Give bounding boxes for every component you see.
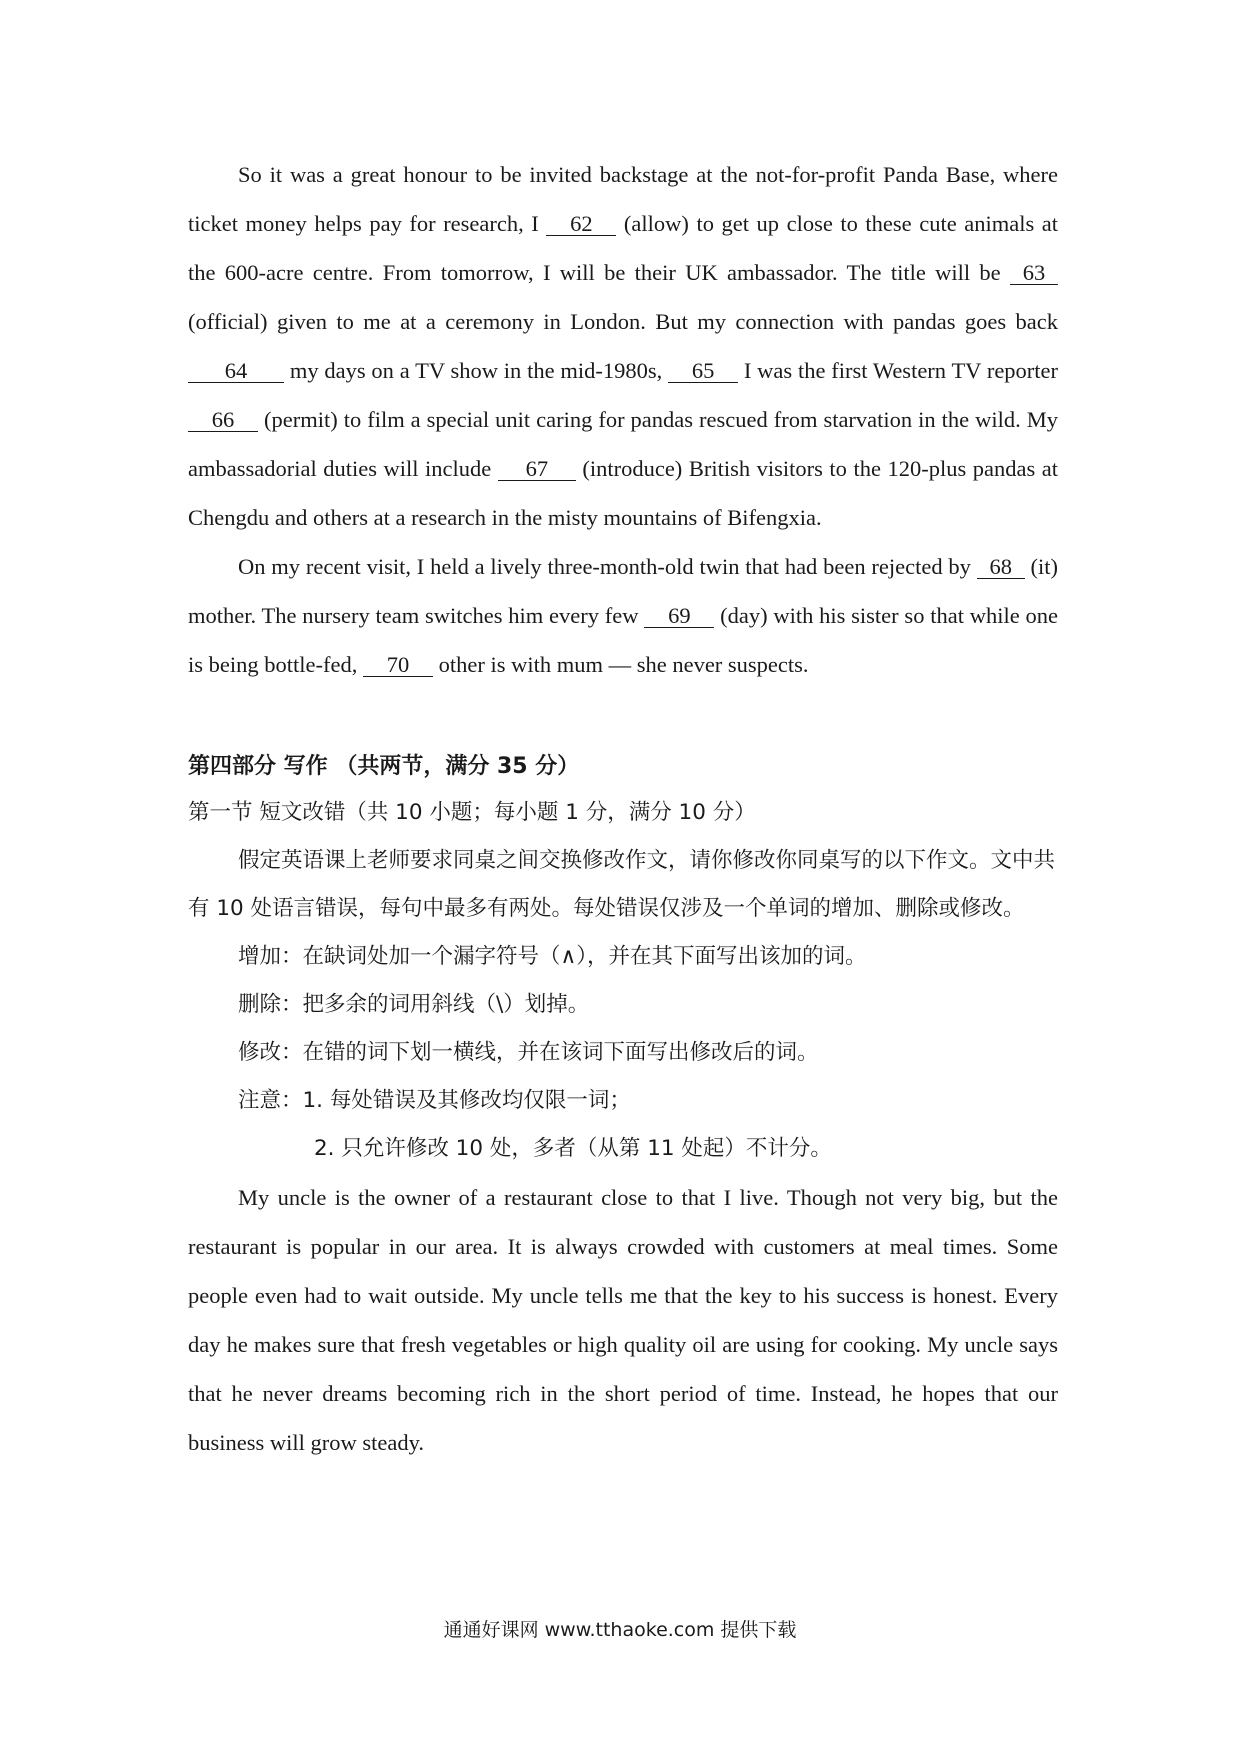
note-2: 2. 只允许修改 10 处，多者（从第 11 处起）不计分。 <box>314 1136 832 1161</box>
text-segment: On my recent visit, I held a lively three-month-old twin that had been rejected by <box>238 554 971 579</box>
passage-paragraph-1 <box>188 150 1058 542</box>
text-segment: (allow) to get up close to these cute animals at the 600-acre centre. From tomorrow, I will be their UK ambassador. The title will be <box>188 211 1059 285</box>
text-segment: other is with mum — she never suspects. <box>438 652 809 677</box>
rule-add: 增加：在缺词处加一个漏字符号（∧），并在其下面写出该加的词。 <box>238 944 867 969</box>
essay-text: My uncle is the owner of a restaurant close to that I live. Though not very big, but the restaurant is popular in our area. It is always crowded with customers at meal times. Some people even had to wait outside. My uncle tells me that the key to his success is honest. Every day he makes sure that fresh vegetables or high quality oil are using for cooking. My uncle says that he never dreams becoming rich in the short period of time. Instead, he hopes that our business will grow steady. <box>188 1185 1058 1455</box>
document-page <box>188 150 1058 1467</box>
essay-paragraph <box>188 1173 1058 1467</box>
text-segment: So it was a great honour to be invited backstage at the not-for-profit Panda Base, where ticket money helps pay for research, I <box>188 162 1058 236</box>
text-segment: (day) with his sister so that while one is being bottle-fed, <box>188 603 1058 677</box>
blank-69: 69 <box>644 605 714 628</box>
text-segment: (official) given to me at a ceremony in London. But my connection with pandas goes back <box>188 309 1058 334</box>
rule-modify: 修改：在错的词下划一横线，并在该词下面写出修改后的词。 <box>238 1040 819 1065</box>
blank-62: 62 <box>546 213 616 236</box>
instruction-text: 假定英语课上老师要求同桌之间交换修改作文，请你修改你同桌写的以下作文。文中共有 10 处语言错误，每句中最多有两处。每处错误仅涉及一个单词的增加、删除或修改。 <box>188 848 1056 921</box>
blank-65: 65 <box>668 360 738 383</box>
text-segment: my days on a TV show in the mid-1980s, <box>289 358 663 383</box>
blank-63: 63 <box>1010 262 1058 285</box>
rule-delete: 删除：把多余的词用斜线（\）划掉。 <box>238 992 590 1017</box>
subsection-heading: 第一节 短文改错（共 10 小题；每小题 1 分，满分 10 分） <box>188 800 756 825</box>
text-segment: (it) mother. The nursery team switches him every few <box>188 554 1059 628</box>
blank-67: 67 <box>498 458 576 481</box>
passage-paragraph-2 <box>188 542 1058 689</box>
blank-70: 70 <box>363 654 433 677</box>
text-segment: (permit) to film a special unit caring for pandas rescued from starvation in the wild. My ambassadorial duties will include <box>188 407 1059 481</box>
blank-68: 68 <box>977 556 1025 579</box>
section-heading: 第四部分 写作 （共两节，满分 35 分） <box>188 754 580 779</box>
blank-66: 66 <box>188 409 258 432</box>
note-1: 注意：1. 每处错误及其修改均仅限一词； <box>238 1088 631 1113</box>
blank-64: 64 <box>188 360 284 383</box>
text-segment: I was the first Western TV reporter <box>743 358 1059 383</box>
text-segment: (introduce) British visitors to the 120-plus pandas at Chengdu and others at a research in the misty mountains of Bifengxia. <box>188 456 1058 530</box>
footer-text: 通通好课网 www.tthaoke.com 提供下载 <box>443 1619 797 1641</box>
